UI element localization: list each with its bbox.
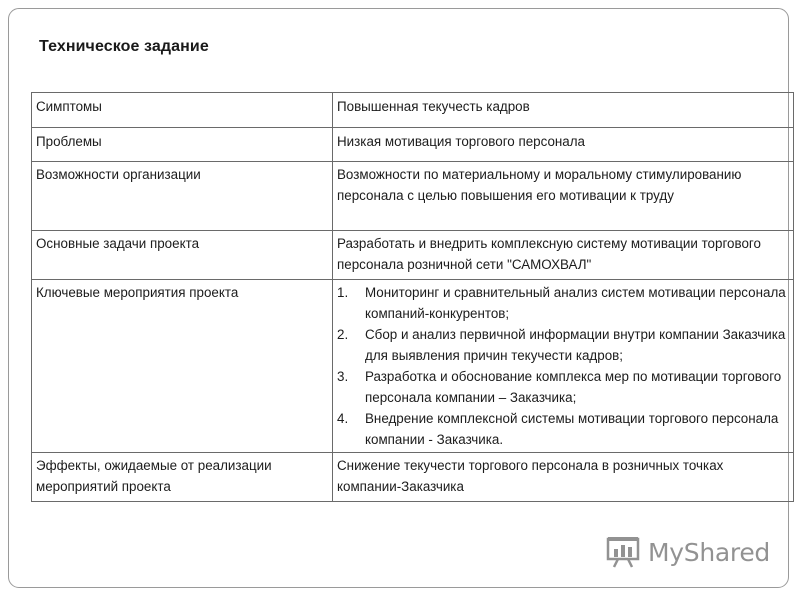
row-value: Снижение текучести торгового персонала в розничных точках компании-Заказчика xyxy=(333,453,794,502)
row-label: Эффекты, ожидаемые от реализации мероприятий проекта xyxy=(32,453,333,502)
table-row-main-tasks xyxy=(32,231,794,280)
list-item-text: Сбор и анализ первичной информации внутри компании Заказчика для выявления причин текучести кадров; xyxy=(365,327,786,363)
table-row-opportunities xyxy=(32,162,794,231)
table-row-symptoms xyxy=(32,93,794,128)
row-label: Проблемы xyxy=(32,128,333,162)
slide-title: Техническое задание xyxy=(39,38,209,55)
list-item xyxy=(337,324,789,366)
list-item-number: 4. xyxy=(337,411,349,426)
list-item xyxy=(337,282,789,324)
row-value: Повышенная текучесть кадров xyxy=(333,93,794,128)
myshared-logo-icon xyxy=(606,534,642,570)
table-row-problems xyxy=(32,128,794,162)
row-label: Ключевые мероприятия проекта xyxy=(32,280,333,453)
list-item-text: Внедрение комплексной системы мотивации торгового персонала компании - Заказчика. xyxy=(365,411,779,447)
list-item-text: Разработка и обоснование комплекса мер по мотивации торгового персонала компании – Заказчика; xyxy=(365,369,782,405)
requirements-table xyxy=(31,92,794,502)
row-value xyxy=(333,280,794,453)
key-events-list xyxy=(337,282,789,450)
list-item xyxy=(337,366,789,408)
list-item xyxy=(337,408,789,450)
list-item-number: 2. xyxy=(337,327,349,342)
row-label: Возможности организации xyxy=(32,162,333,231)
table-row-key-events xyxy=(32,280,794,453)
list-item-number: 3. xyxy=(337,369,349,384)
row-value: Низкая мотивация торгового персонала xyxy=(333,128,794,162)
list-item-text: Мониторинг и сравнительный анализ систем мотивации персонала компаний-конкурентов; xyxy=(365,285,786,321)
watermark-text: MyShared xyxy=(648,537,770,567)
list-item-number: 1. xyxy=(337,285,349,300)
row-label: Основные задачи проекта xyxy=(32,231,333,280)
row-value: Разработать и внедрить комплексную систему мотивации торгового персонала розничной сети "САМОХВАЛ" xyxy=(333,231,794,280)
watermark xyxy=(606,534,770,570)
table-row-expected-effects xyxy=(32,453,794,502)
row-value: Возможности по материальному и моральному стимулированию персонала с целью повышения его мотивации к труду xyxy=(333,162,794,231)
row-label: Симптомы xyxy=(32,93,333,128)
